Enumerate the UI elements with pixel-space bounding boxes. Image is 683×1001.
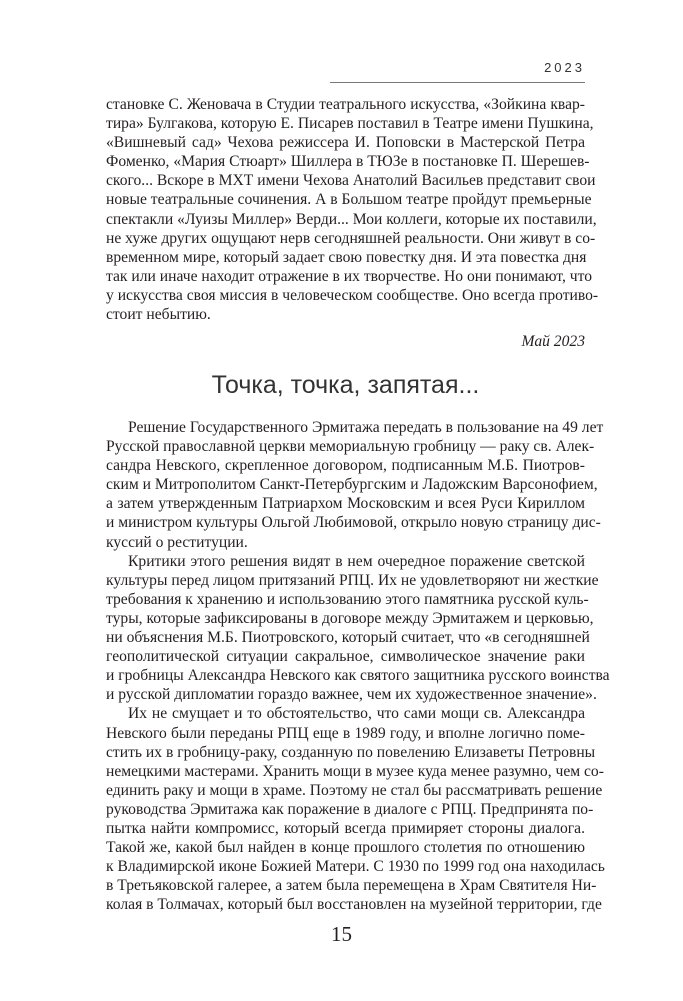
text-line: тира» Булгакова, которую Е. Писарев поставил в Театре имени Пушкина, bbox=[106, 115, 594, 133]
text-line: «Вишневый сад» Чехова режиссера И. Поповски в Мастерской Петра bbox=[106, 134, 585, 152]
text-line: единить раку и мощи в храме. Поэтому не стал бы рассматривать решение bbox=[106, 781, 603, 799]
text-line: туры, которые зафиксированы в договоре между Эрмитажем и церковью, bbox=[106, 609, 594, 627]
text-line: а затем утвержденным Патриархом Московским и всея Руси Кириллом bbox=[106, 495, 585, 513]
text-line: и русской дипломатии гораздо важнее, чем их художественное значение». bbox=[106, 686, 597, 704]
text-line: новые театральные сочинения. А в Большом театре пройдут премьерные bbox=[106, 191, 592, 209]
text-line: в Третьяковской галерее, а затем была перемещена в Храм Святителя Ни- bbox=[106, 877, 597, 895]
text-line: временном мире, который задает свою повестку дня. И эта повестка дня bbox=[106, 248, 587, 266]
paragraph bbox=[106, 704, 605, 914]
text-line: и министром культуры Ольгой Любимовой, открыло новую страницу дис- bbox=[106, 514, 601, 532]
text-line: куссий о реституции. bbox=[106, 533, 248, 551]
text-line: пытка найти компромисс, который всегда примиряет стороны диалога. bbox=[106, 819, 585, 837]
running-head-year: 2023 bbox=[544, 60, 585, 75]
text-line: колая в Толмачах, который был восстановлен на музейной территории, где bbox=[106, 896, 602, 914]
header-rule bbox=[330, 82, 585, 83]
text-line: культуры перед лицом притязаний РПЦ. Их не удовлетворяют ни жесткие bbox=[106, 571, 599, 589]
text-line: руководства Эрмитажа как поражение в диалоге с РПЦ. Предпринята по- bbox=[106, 800, 594, 818]
previous-article-text bbox=[106, 95, 599, 324]
text-line: Решение Государственного Эрмитажа передать в пользование на 49 лет bbox=[128, 419, 604, 436]
paragraph bbox=[106, 552, 610, 705]
text-line: Критики этого решения видят в нем очередное поражение светской bbox=[128, 552, 585, 570]
page-number: 15 bbox=[331, 922, 352, 946]
text-line: не хуже других ощущают нерв сегодняшней реальности. Они живут в со- bbox=[106, 229, 596, 247]
text-line: немецкими мастерами. Хранить мощи в музее куда менее разумно, чем со- bbox=[106, 762, 604, 780]
text-line: Такой же, какой был найден в конце прошлого столетия по отношению bbox=[106, 839, 585, 857]
text-line: Их не смущает и то обстоятельство, что сами мощи св. Александра bbox=[128, 705, 585, 723]
paragraph bbox=[106, 418, 604, 552]
text-line: Фоменко, «Мария Стюарт» Шиллера в ТЮЗе в постановке П. Шерешев- bbox=[106, 153, 590, 171]
text-line: у искусства своя миссия в человеческом сообществе. Оно всегда противо- bbox=[106, 286, 599, 304]
text-line: и гробницы Александра Невского как святого защитника русского воинства bbox=[106, 667, 610, 685]
text-line: стоит небытию. bbox=[106, 306, 211, 324]
text-line: требования к хранению и использованию этого памятника русской куль- bbox=[106, 590, 589, 608]
text-line: Невского были переданы РПЦ еще в 1989 году, и вполне логично поме- bbox=[106, 724, 585, 742]
text-line: ни объяснения М.Б. Пиотровского, который считает, что «в сегодняшней bbox=[106, 629, 590, 647]
text-line: так или иначе находит отражение в их творчестве. Но они понимают, что bbox=[106, 267, 592, 285]
text-line: становке С. Женовача в Студии театрального искусства, «Зойкина квар- bbox=[106, 96, 585, 113]
article-heading: Точка, точка, запятая... bbox=[211, 371, 480, 399]
article-body bbox=[106, 418, 610, 914]
text-line: ским и Митрополитом Санкт-Петербургским и Ладожским Варсонофием, bbox=[106, 476, 598, 494]
text-line: спектакли «Луизы Миллер» Верди... Мои коллеги, которые их поставили, bbox=[106, 210, 597, 228]
text-line: геополитической ситуации сакральное, символическое значение раки bbox=[106, 648, 585, 666]
text-line: Русской православной церкви мемориальную гробницу — раку св. Алек- bbox=[106, 438, 595, 456]
text-line: ского... Вскоре в МХТ имени Чехова Анатолий Васильев представит свои bbox=[106, 172, 596, 190]
text-line: к Владимирской иконе Божией Матери. С 1930 по 1999 год она находилась bbox=[106, 858, 605, 876]
text-line: стить их в гробницу-раку, созданную по повелению Елизаветы Петровны bbox=[106, 743, 596, 761]
article-date-signature: Май 2023 bbox=[521, 333, 585, 350]
text-line: сандра Невского, скрепленное договором, подписанным М.Б. Пиотров- bbox=[106, 457, 585, 475]
